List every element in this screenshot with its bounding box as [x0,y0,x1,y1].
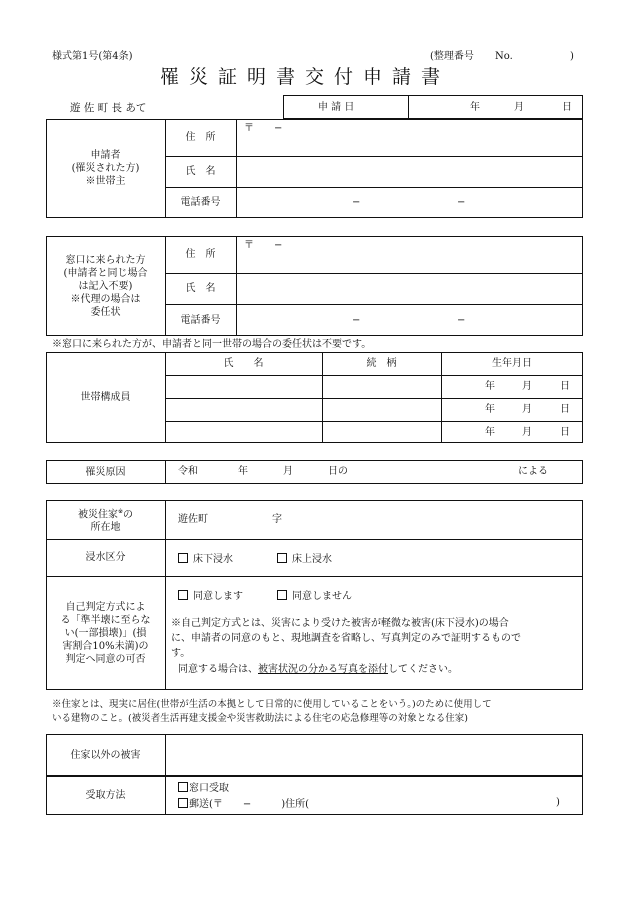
visitor-label: 窓口に来られた方 (申請者と同じ場合 は記入不要) ※代理の場合は 委任状 [63,254,148,318]
applicant-phone-dash-2[interactable]: − [457,197,466,208]
visitor-postal-field[interactable]: 〒 − [244,240,283,251]
applicant-label: 申請者 (罹災された方) ※世帯主 [71,150,140,187]
checkbox-above-floor[interactable] [277,553,287,563]
self-assessment-label: 自己判定方式によ る「準半壊に至らな い(一部損壊)」(損 害割合10%未満)の 判定へ同意の可否 [60,601,151,665]
visitor-phone-dash-2[interactable]: − [457,315,466,326]
flood-category-label: 浸水区分 [85,552,126,563]
checkbox-agree[interactable] [178,590,188,600]
household-row2-year[interactable]: 年 [485,404,495,415]
consent-disagree-option[interactable]: 同意しません [277,590,352,602]
checkbox-disagree[interactable] [277,590,287,600]
application-date-year[interactable]: 年 [470,102,480,113]
self-assessment-note-2: に、申請者の同意のもと、現地調査を省略し、写真判定のみで証明するもので [171,633,521,644]
other-damage-field[interactable] [166,735,582,775]
consent-agree-option[interactable]: 同意します [178,590,243,602]
visitor-note: ※窓口に来られた方が、申請者と同一世帯の場合の委任状は不要です。 [52,339,372,350]
household-col-name: 氏 名 [223,358,264,369]
form-number: 様式第1号(第4条) [52,51,133,62]
self-assessment-note-3: す。 [171,648,191,659]
self-assessment-note-4: 同意する場合は、被害状況の分かる写真を添付してください。 [178,664,458,675]
self-assessment-note-1: ※自己判定方式とは、災害により受けた被害が軽微な被害(床下浸水)の場合 [171,618,509,629]
applicant-phone-label: 電話番号 [180,197,221,208]
damaged-house-location-label: 被災住家※の 所在地 [77,507,134,534]
household-row1-year[interactable]: 年 [485,381,495,392]
page-title: 罹災証明書交付申請書 [160,66,451,88]
receipt-option-mail[interactable]: 郵送(〒 − )住所( [178,798,309,810]
applicant-name-field[interactable] [237,157,582,186]
household-row3-day[interactable]: 日 [560,427,570,438]
household-row2-month[interactable]: 月 [522,404,532,415]
receipt-method-label: 受取方法 [85,790,126,801]
receipt-option-window[interactable]: 窓口受取 [178,782,229,794]
checkbox-mail[interactable] [178,798,188,808]
visitor-name-field[interactable] [237,274,582,303]
household-col-birth: 生年月日 [492,358,532,369]
household-label: 世帯構成員 [80,392,131,403]
application-date-day[interactable]: 日 [562,102,572,113]
applicant-address-label: 住 所 [185,132,216,143]
flood-option-above-floor[interactable]: 床上浸水 [277,553,332,565]
checkbox-below-floor[interactable] [178,553,188,563]
cause-month[interactable]: 月 [283,466,293,477]
household-row3-month[interactable]: 月 [522,427,532,438]
other-damage-label: 住家以外の被害 [70,749,141,761]
household-row3-year[interactable]: 年 [485,427,495,438]
household-row2-day[interactable]: 日 [560,404,570,415]
cause-year[interactable]: 年 [238,466,248,477]
addressee: 遊 佐 町 長 あて [70,102,147,114]
application-date-label: 申 請 日 [318,102,355,113]
cause-day[interactable]: 日の [328,466,348,477]
reference-no: No. [495,51,513,62]
applicant-postal-field[interactable]: 〒 − [244,123,283,134]
household-row1-day[interactable]: 日 [560,381,570,392]
location-town: 遊佐町 [178,514,208,525]
reference-label: (整理番号 [430,51,474,62]
checkbox-window-pickup[interactable] [178,782,188,792]
cause-label: 罹災原因 [85,466,126,478]
house-definition-note-1: ※住家とは、現実に居住(世帯が生活の本拠として日常的に使用していることをいう。)のために使用して [52,699,492,710]
applicant-phone-dash-1[interactable]: − [352,197,361,208]
application-date-month[interactable]: 月 [514,102,524,113]
visitor-address-label: 住 所 [185,249,216,260]
visitor-phone-label: 電話番号 [180,314,221,326]
cause-suffix: による [518,466,548,477]
cause-era: 令和 [178,466,198,477]
flood-option-below-floor[interactable]: 床下浸水 [178,553,233,565]
applicant-name-label: 氏 名 [185,166,216,177]
receipt-mail-close: ) [556,797,560,808]
visitor-name-label: 氏 名 [185,283,216,294]
visitor-phone-dash-1[interactable]: − [352,315,361,326]
household-col-relation: 続 柄 [366,358,397,369]
location-aza[interactable]: 字 [272,514,282,525]
reference-close: ) [570,51,574,62]
house-definition-note-2: いる建物のこと。(被災者生活再建支援金や災害救助法による住宅の応急修理等の対象となる住家) [52,713,468,724]
household-row1-month[interactable]: 月 [522,381,532,392]
